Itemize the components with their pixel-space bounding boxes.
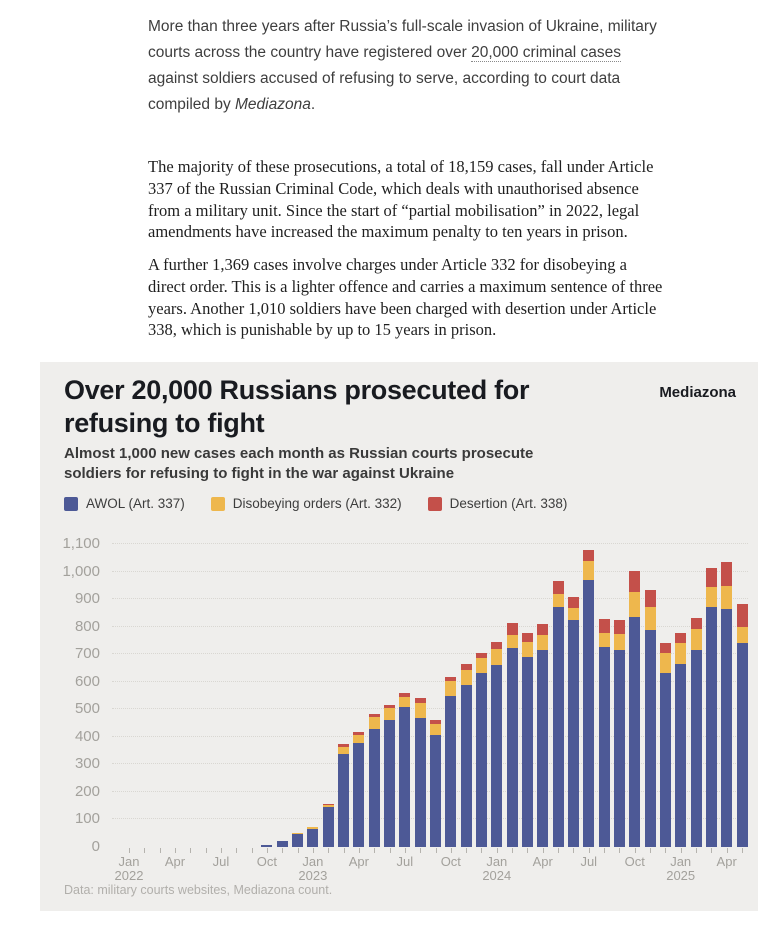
y-axis-label: 600	[74, 672, 100, 690]
x-tick	[727, 848, 728, 853]
x-tick	[374, 848, 375, 853]
y-axis-label: 400	[74, 727, 100, 745]
intro-text-mid: against soldiers accused of refusing to serve, according to court data compiled by	[148, 70, 621, 113]
intro-paragraph	[148, 14, 665, 118]
x-tick	[359, 848, 360, 853]
x-axis-label: Jan 2025	[666, 854, 696, 883]
legend-item-awol	[64, 496, 185, 511]
x-tick	[236, 848, 237, 853]
legend-swatch-desertion-icon	[428, 497, 442, 511]
x-axis-label: Apr	[532, 854, 553, 869]
x-tick	[619, 848, 620, 853]
chart-legend	[64, 496, 593, 511]
x-axis-label: Jul	[396, 854, 414, 869]
x-tick	[466, 848, 467, 853]
x-tick	[527, 848, 528, 853]
x-axis-label: Oct	[440, 854, 461, 869]
x-axis-label: Jan 2024	[482, 854, 512, 883]
x-tick	[589, 848, 590, 853]
source-note: Data: military courts websites, Mediazona count.	[64, 883, 333, 897]
x-tick	[558, 848, 559, 853]
chart-title: Over 20,000 Russians prosecuted for refusing to fight	[64, 375, 530, 438]
legend-swatch-disobeying-icon	[211, 497, 225, 511]
plot-area	[112, 544, 748, 883]
x-tick	[711, 848, 712, 853]
x-tick	[144, 848, 145, 853]
legend-swatch-awol-icon	[64, 497, 78, 511]
x-axis	[112, 544, 748, 883]
x-tick	[390, 848, 391, 853]
x-tick	[512, 848, 513, 853]
legend-label-awol: AWOL (Art. 337)	[86, 496, 185, 511]
x-tick	[221, 848, 222, 853]
x-tick	[436, 848, 437, 853]
criminal-cases-link[interactable]: 20,000 criminal cases	[471, 44, 621, 61]
intro-text-before: More than three years after Russia’s full-scale invasion of Ukraine, military courts across the country have registered over	[148, 18, 657, 61]
x-tick	[313, 848, 314, 853]
x-tick	[665, 848, 666, 853]
paragraph-article-337: The majority of these prosecutions, a total of 18,159 cases, fall under Article 337 of the Russian Criminal Code, which deals with unauthorised absence from a military unit. Since the start of “partial mobilisation” in 2022, legal amendments have increased the maximum penalty to ten years in prison.	[148, 157, 654, 242]
x-tick	[175, 848, 176, 853]
legend-label-desertion: Desertion (Art. 338)	[449, 496, 568, 511]
y-axis-label: 800	[74, 617, 100, 635]
y-axis-label: 0	[91, 838, 100, 855]
x-tick	[650, 848, 651, 853]
x-tick	[573, 848, 574, 853]
x-tick	[543, 848, 544, 853]
article-text	[148, 0, 665, 352]
legend-item-desertion	[428, 496, 568, 511]
x-tick	[681, 848, 682, 853]
paragraph-articles-332-338: A further 1,369 cases involve charges under Article 332 for disobeying a direct order. This is a lighter offence and carries a maximum sentence of three years. Another 1,010 soldiers have been charged with desertion under Article 338, which is punishable by up to 15 years in prison.	[148, 255, 663, 340]
mediazona-name: Mediazona	[235, 96, 311, 113]
x-tick	[344, 848, 345, 853]
y-axis-label: 1,000	[62, 562, 100, 580]
x-tick	[742, 848, 743, 853]
x-tick	[282, 848, 283, 853]
x-axis-label: Apr	[164, 854, 186, 869]
x-tick	[160, 848, 161, 853]
x-tick	[604, 848, 605, 853]
x-tick	[298, 848, 299, 853]
x-axis-label: Oct	[624, 854, 645, 869]
x-axis-label: Apr	[716, 854, 737, 869]
x-tick	[328, 848, 329, 853]
y-axis	[40, 535, 102, 855]
intro-text-end: .	[310, 96, 316, 113]
x-tick	[420, 848, 421, 853]
x-tick	[206, 848, 207, 853]
x-tick	[635, 848, 636, 853]
x-tick	[451, 848, 452, 853]
x-tick	[497, 848, 498, 853]
x-tick	[190, 848, 191, 853]
x-tick	[405, 848, 406, 853]
chart-card	[40, 362, 758, 911]
x-tick	[129, 848, 130, 853]
y-axis-label: 900	[74, 590, 100, 608]
y-axis-label: 200	[74, 782, 100, 800]
x-axis-label: Jul	[212, 854, 230, 869]
x-tick	[696, 848, 697, 853]
legend-item-disobeying	[211, 496, 402, 511]
x-tick	[481, 848, 482, 853]
chart-subtitle: Almost 1,000 new cases each month as Russian courts prosecute soldiers for refusing to fight in the war against Ukraine	[64, 445, 534, 482]
y-axis-label: 100	[74, 810, 100, 828]
x-axis-label: Jan 2022	[114, 854, 144, 883]
x-tick	[252, 848, 253, 853]
x-axis-label: Oct	[256, 854, 278, 869]
x-tick	[267, 848, 268, 853]
y-axis-label: 1,100	[62, 535, 100, 552]
mediazona-logo[interactable]: Mediazona	[659, 384, 736, 401]
y-axis-label: 500	[74, 700, 100, 718]
y-axis-label: 300	[74, 755, 100, 773]
y-axis-label: 700	[74, 645, 100, 663]
x-axis-label: Jan 2023	[298, 854, 328, 883]
x-axis-label: Jul	[580, 854, 598, 869]
x-axis-label: Apr	[348, 854, 369, 869]
legend-label-disobeying: Disobeying orders (Art. 332)	[232, 496, 402, 511]
